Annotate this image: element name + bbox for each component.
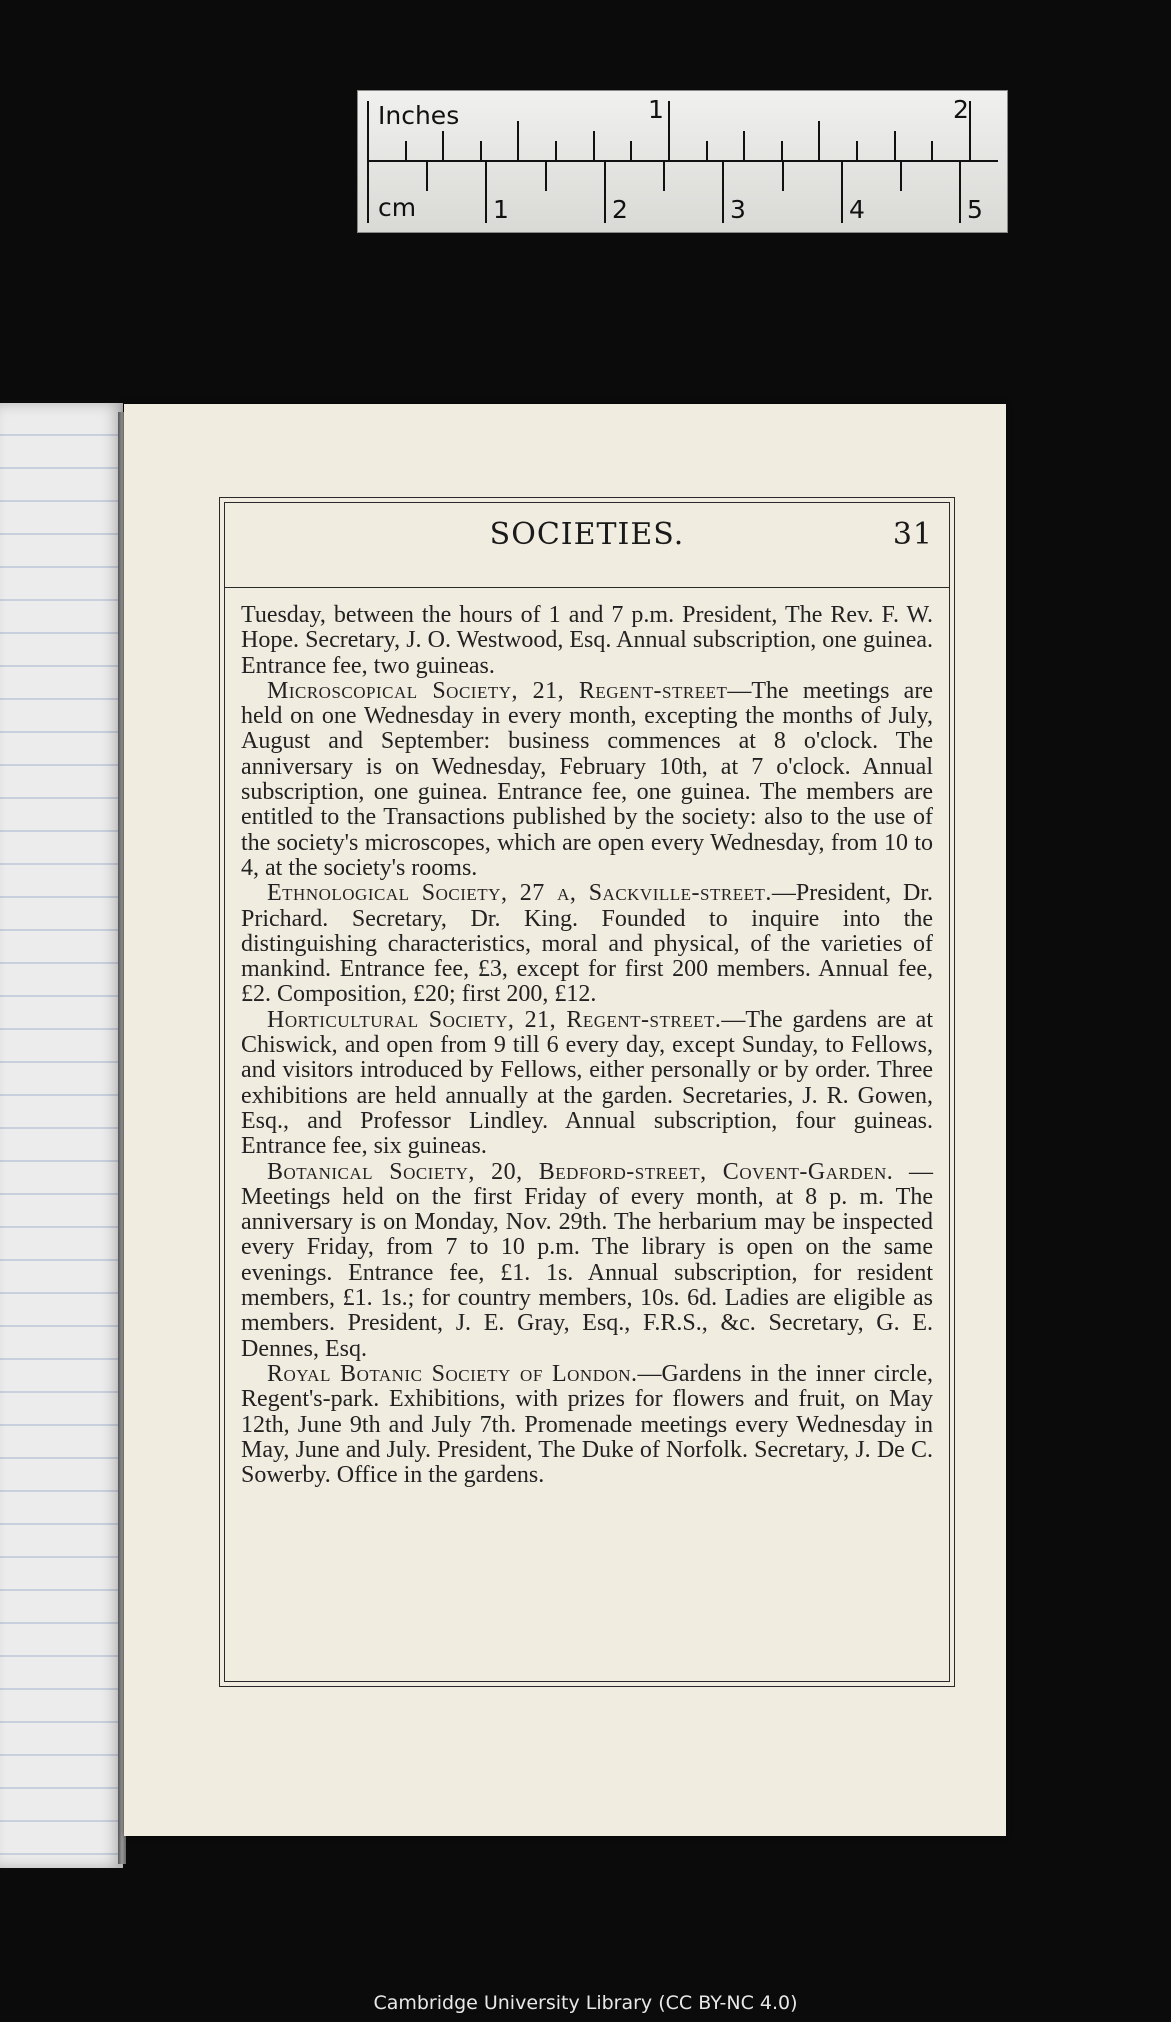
page-number: 31 [892,517,933,552]
ruler-inch-mark-2: 2 [953,95,969,124]
page-frame [219,497,955,1687]
society-heading: Botanical Society, 20, Bedford-street, Covent-Garden. [267,1158,894,1185]
ruler-cm-mark-4: 4 [849,195,865,224]
paragraph [241,679,933,881]
society-heading: Royal Botanic Society of London. [267,1360,638,1387]
page-frame-inner [224,502,950,1682]
society-heading: Ethnological Society, 27 a, Sackville-street. [267,880,772,907]
measurement-ruler [357,90,1008,233]
ruler-inches-label: Inches [378,101,460,130]
paragraph [241,1008,933,1160]
ruler-inch-mark-1: 1 [648,95,664,124]
ruler-cm-mark-3: 3 [730,195,746,224]
paragraph-text: —The meetings are held on one Wednesday in every month, excepting the months of July, August and September: business commences at 8 o'clock. The anniversary is on Wednesday, February 10th, at 7 o'clock. Annual subscription, one guinea. Entrance fee, one guinea. The members are entitled to the Transactions published by the society: also to the use of the society's microscopes, which are open every Wednesday, from 10 to 4, at the society's rooms. [241,677,933,881]
paragraph [241,881,933,1007]
paragraph-text: Tuesday, between the hours of 1 and 7 p.m. President, The Rev. F. W. Hope. Secretary, J. O. Westwood, Esq. Annual subscription, one guinea. Entrance fee, two guineas. [241,602,933,679]
paragraph [241,1160,933,1362]
book-page [124,404,1006,1836]
paragraph [241,1362,933,1488]
ruler-cm-label: cm [378,193,417,222]
ruler-cm-mark-2: 2 [612,195,628,224]
body-text [241,603,933,1488]
paragraph-text: — Meetings held on the first Friday of every month, at 8 p. m. The anniversary is on Monday, Nov. 29th. The herbarium may be inspected every Friday, from 7 to 10 p.m. The library is open on the same evenings. Entrance fee, £1. 1s. Annual subscription, for resident members, £1. 1s.; for country members, 10s. 6d. Ladies are eligible as members. President, J. E. Gray, Esq., F.R.S., &c. Secretary, G. E. Dennes, Esq. [241,1158,933,1362]
paragraph-text: —The gardens are at Chiswick, and open from 9 till 6 every day, except Sunday, to Fellows, and visitors introduced by Fellows, either personally or by order. Three exhibitions are held annually at the garden. Secretaries, J. R. Gowen, Esq., and Professor Lindley. Annual subscription, four guineas. Entrance fee, six guineas. [241,1006,933,1160]
paragraph [241,603,933,679]
header-rule [225,587,949,588]
society-heading: Horticultural Society, 21, Regent-street. [267,1006,722,1033]
society-heading: Microscopical Society, 21, Regent-street [267,677,728,704]
ruler-cm-mark-1: 1 [493,195,509,224]
paragraph-text: —President, Dr. Prichard. Secretary, Dr. King. Founded to inquire into the distinguishing characteristics, moral and physical, of the varieties of mankind. Entrance fee, £3, except for first 200 members. Annual fee, £2. Composition, £20; first 200, £12. [241,880,933,1008]
image-credit: Cambridge University Library (CC BY-NC 4.0) [373,1992,798,2014]
previous-page-edge [0,403,123,1868]
paragraph-text: —Gardens in the inner circle, Regent's-park. Exhibitions, with prizes for flowers and fruit, on May 12th, June 9th and July 7th. Promenade meetings every Wednesday in May, June and July. President, The Duke of Norfolk. Secretary, J. De C. Sowerby. Office in the gardens. [241,1360,933,1489]
running-title: SOCIETIES. [489,517,685,552]
running-head [241,511,933,561]
ruler-cm-mark-5: 5 [967,195,983,224]
